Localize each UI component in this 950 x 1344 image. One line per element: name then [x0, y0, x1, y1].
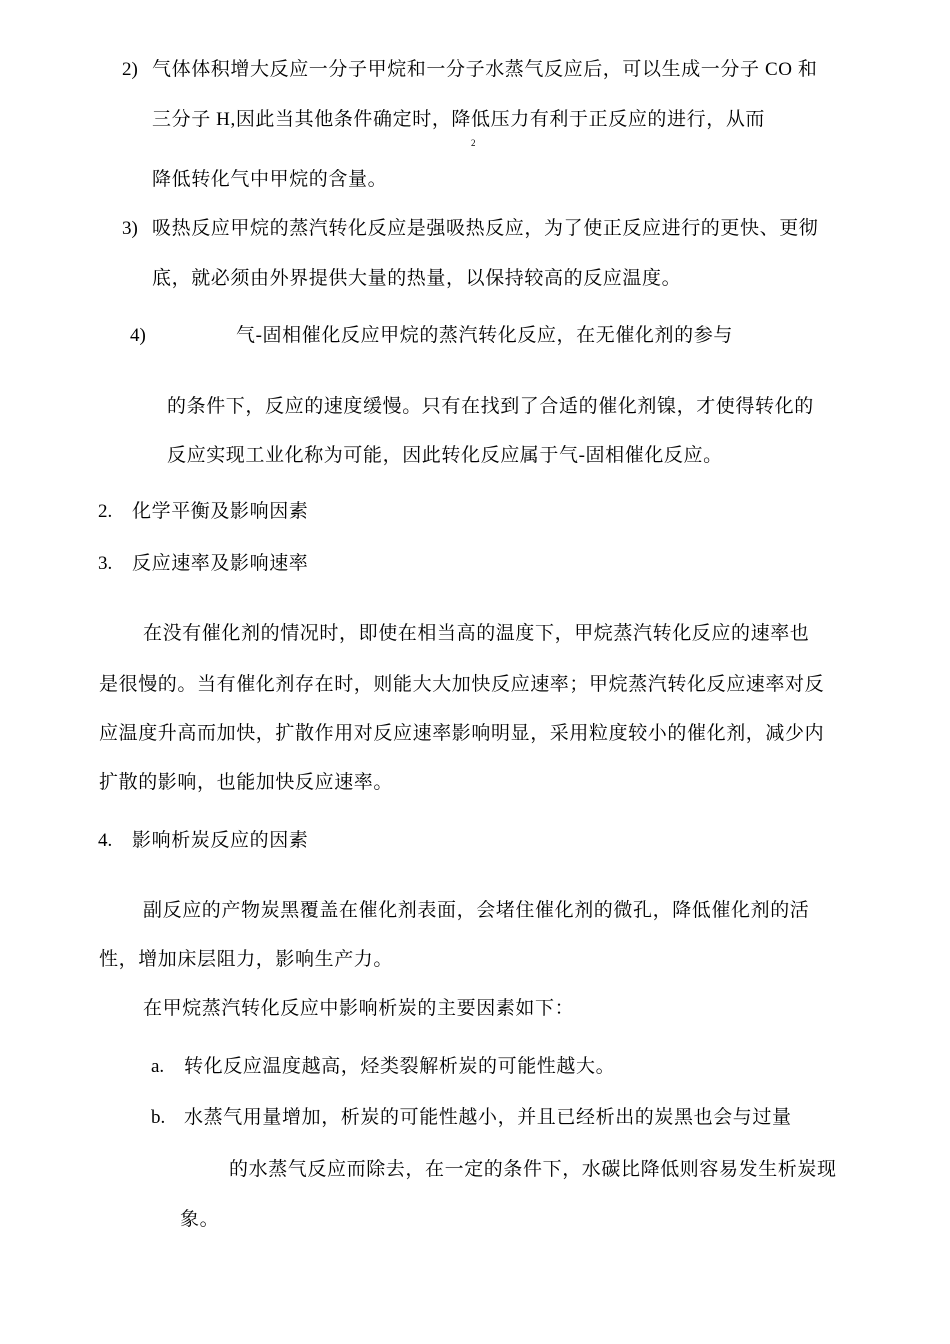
item-line: 底，就必须由外界提供大量的热量，以保持较高的反应温度。 [152, 268, 682, 289]
factor-line: 象。 [180, 1209, 220, 1230]
section-number: 2. [98, 501, 113, 522]
item-line: 吸热反应甲烷的蒸汽转化反应是强吸热反应，为了使正反应进行的更快、更彻 [152, 218, 819, 239]
item-number: 3) [122, 218, 138, 239]
section-title: 化学平衡及影响因素 [132, 501, 309, 522]
paragraph-line: 是很慢的。当有催化剂存在时，则能大大加快反应速率；甲烷蒸汽转化反应速率对反 [99, 674, 825, 695]
paragraph-line: 扩散的影响，也能加快反应速率。 [99, 772, 394, 793]
factor-label: b. [151, 1107, 166, 1128]
item-line: 的条件下，反应的速度缓慢。只有在找到了合适的催化剂镍，才使得转化的 [167, 396, 814, 417]
factor-line: 水蒸气用量增加，析炭的可能性越小，并且已经析出的炭黑也会与过量 [184, 1107, 792, 1128]
item-line: 气-固相催化反应甲烷的蒸汽转化反应，在无催化剂的参与 [236, 325, 733, 346]
item-line: 气体体积增大反应一分子甲烷和一分子水蒸气反应后，可以生成一分子 CO 和 [152, 59, 818, 80]
factor-line: 的水蒸气反应而除去，在一定的条件下，水碳比降低则容易发生析炭现 [229, 1159, 837, 1180]
item-number: 4) [130, 325, 146, 346]
section-number: 3. [98, 553, 113, 574]
section-number: 4. [98, 830, 113, 851]
paragraph-line: 副反应的产物炭黑覆盖在催化剂表面，会堵住催化剂的微孔，降低催化剂的活 [143, 900, 810, 921]
item-number: 2) [122, 59, 138, 80]
paragraph-line: 性，增加床层阻力，影响生产力。 [99, 949, 394, 970]
factor-label: a. [151, 1056, 165, 1077]
item-line: 三分子 H,因此当其他条件确定时，降低压力有利于正反应的进行，从而 [152, 109, 766, 130]
section-title: 影响析炭反应的因素 [132, 830, 309, 851]
paragraph-line: 应温度升高而加快，扩散作用对反应速率影响明显，采用粒度较小的催化剂，减少内 [99, 723, 825, 744]
factor-line: 转化反应温度越高，烃类裂解析炭的可能性越大。 [184, 1056, 616, 1077]
paragraph-line: 在没有催化剂的情况时，即使在相当高的温度下，甲烷蒸汽转化反应的速率也 [143, 623, 810, 644]
item-line: 反应实现工业化称为可能，因此转化反应属于气-固相催化反应。 [167, 445, 723, 466]
subscript-mark: 2 [471, 138, 476, 148]
section-title: 反应速率及影响速率 [132, 553, 309, 574]
paragraph-line: 在甲烷蒸汽转化反应中影响析炭的主要因素如下： [143, 998, 575, 1019]
item-line: 降低转化气中甲烷的含量。 [152, 169, 388, 190]
